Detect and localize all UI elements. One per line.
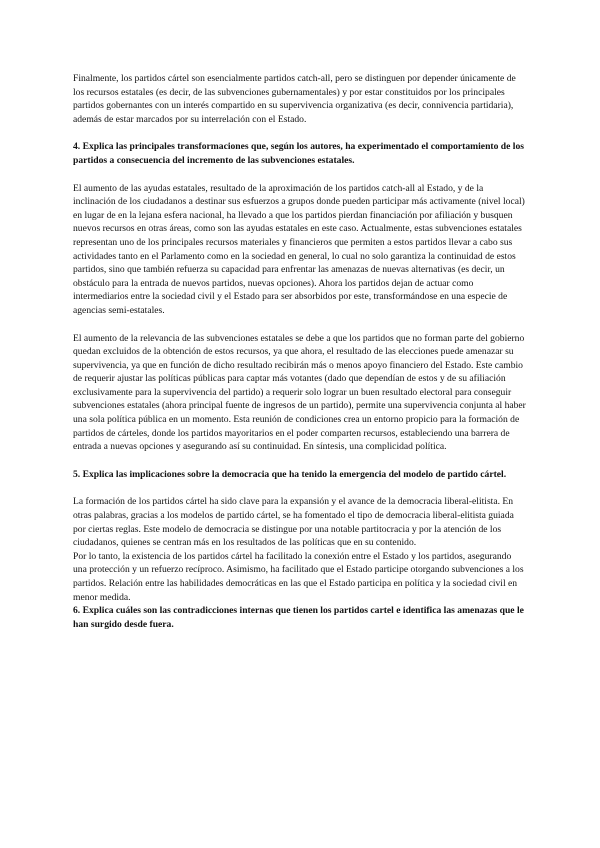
paragraph-state-subsidies: El aumento de las ayudas estatales, resultado de la aproximación de los partidos catch-all al Estado, y de la inclinación de los ciudadanos a destinar sus esfuerzos a grupos donde pueden participar más activamente (nivel local) en lugar de en la lejana esfera nacional, ha llevado a que los partidos pierdan financiación por afiliación y busquen nuevos recursos en otras áreas, como son las ayudas estatales en este caso. Actualmente, estas subvenciones estatales representan uno de los principales recursos materiales y financieros que permiten a estos partidos llevar a cabo sus actividades tanto en el Parlamento como en la sociedad en general, lo cual no solo garantiza la continuidad de estos partidos, sino que también refuerza su capacidad para enfrentar las amenazas de nuevas alternativas (es decir, un obstáculo para la entrada de nuevos partidos, nuevas opciones). Ahora los partidos dejan de actuar como intermediarios entre la sociedad civil y el Estado para ser absorbidos por este, transformándose en una especie de agencias semi-estatales. [73,182,525,316]
spacer [73,126,527,140]
paragraph-democracy-implications: La formación de los partidos cártel ha sido clave para la expansión y el avance de la democracia liberal-elitista. En otras palabras, gracias a los modelos de partido cártel, se ha fomentado el tipo de democracia liberal-elitista guiada por ciertas reglas. Este modelo de democracia se distingue por una notable partitocracia y por la atención de los ciudadanos, quienes se centran más en los resultados de las políticas que en su contenido. [73,496,514,549]
spacer [73,481,527,495]
document-page [73,72,527,631]
paragraph-state-party-connection: Por lo tanto, la existencia de los partidos cártel ha facilitado la conexión entre el Estado y los partidos, asegurando una protección y un refuerzo recíproco. Asimismo, ha facilitado que el Estado participe otorgando subvenciones a los partidos. Relación entre las habilidades democráticas en las que el Estado participa en política y la sociedad civil en menor medida. [73,550,524,603]
question-6-heading: 6. Explica cuáles son las contradicciones internas que tienen los partidos cartel e identifica las amenazas que le han surgido desde fuera. [73,605,524,630]
paragraph-cartel-definition: Finalmente, los partidos cártel son esencialmente partidos catch-all, pero se distinguen por depender únicamente de los recursos estatales (es decir, de las subvenciones gubernamentales) y por estar constituidos por los principales partidos gobernantes con un interés compartido en su supervivencia organizativa (es decir, connivencia partidaria), además de estar marcados por su interrelación con el Estado. [73,73,516,125]
question-4-heading: 4. Explica las principales transformaciones que, según los autores, ha experimentado el comportamiento de los partidos a consecuencia del incremento de las subvenciones estatales. [73,141,524,166]
question-5-heading: 5. Explica las implicaciones sobre la democracia que ha tenido la emergencia del modelo de partido cártel. [73,468,507,480]
paragraph-subsidies-relevance: El aumento de la relevancia de las subvenciones estatales se debe a que los partidos que no forman parte del gobierno quedan excluidos de la obtención de estos recursos, ya que ahora, el resultado de las elecciones puede amenazar su supervivencia, ya que en función de dicho resultado recibirán más o menos apoyo financiero del Estado. Este cambio de requerir ajustar las políticas públicas para captar más votantes (dado que dependían de estos y de su afiliación exclusivamente para la supervivencia del partido) a requerir solo lograr un buen resultado electoral para conseguir subvenciones estatales (ahora principal fuente de ingresos de un partido), permite una supervivencia conjunta al haber una sola política pública en un momento. Esta reunión de condiciones crea un entorno propicio para la formación de partidos de cárteles, donde los partidos mayoritarios en el poder comparten recursos, estableciendo una barrera de entrada a nuevas opciones y asegurando así su continuidad. En síntesis, una complicidad política. [73,332,526,453]
spacer [73,168,527,182]
spacer [73,454,527,468]
spacer [73,318,527,332]
